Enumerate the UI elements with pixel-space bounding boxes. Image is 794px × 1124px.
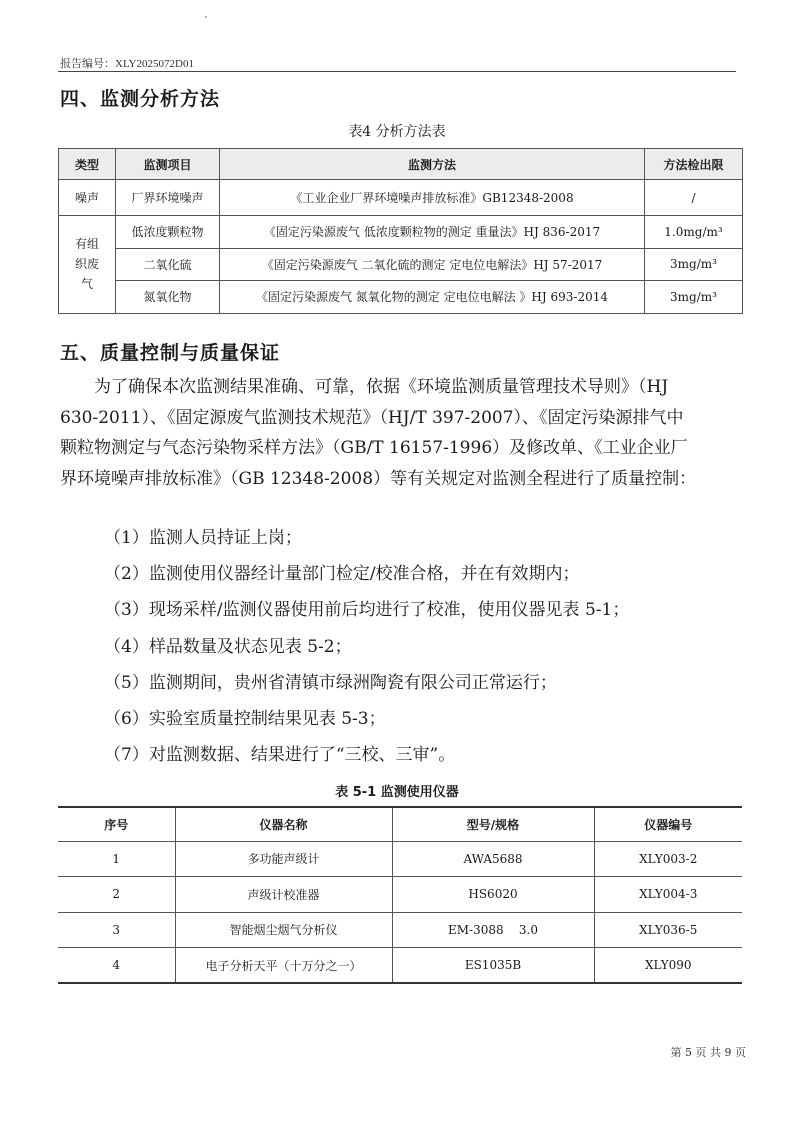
table-row (59, 180, 743, 216)
column-header: 监测项目 (116, 149, 220, 180)
model-cell: AWA5688 (392, 841, 594, 877)
table-4-caption: 表4 分析方法表 (348, 124, 446, 140)
id-cell: XLY036-5 (594, 912, 742, 948)
table-row (59, 216, 743, 249)
page-number: 第 5 页 共 9 页 (670, 1046, 746, 1059)
limit-cell: 3mg/m³ (645, 281, 743, 314)
table-row (59, 281, 743, 314)
table-header-row (58, 807, 742, 841)
no-cell: 4 (58, 948, 175, 984)
name-cell: 多功能声级计 (175, 841, 392, 877)
header-rule (58, 71, 736, 72)
table-row (59, 248, 743, 281)
qc-item: （7）对监测数据、结果进行了“三校、三审”。 (104, 745, 456, 765)
table-header-row (59, 149, 743, 180)
item-cell: 氮氧化物 (116, 281, 220, 314)
column-header: 方法检出限 (645, 149, 743, 180)
qc-item: （1）监测人员持证上岗； (104, 528, 302, 548)
table-row (58, 948, 742, 984)
paragraph-line: 颗粒物测定与气态污染物采样方法》（GB/T 16157-1996）及修改单、《工业企业厂 (60, 438, 688, 458)
method-cell: 《固定污染源废气 低浓度颗粒物的测定 重量法》HJ 836-2017 (220, 216, 645, 249)
name-cell: 智能烟尘烟气分析仪 (175, 912, 392, 948)
scan-speck (205, 16, 207, 18)
no-cell: 2 (58, 877, 175, 913)
column-header: 序号 (58, 807, 175, 841)
model-cell: EM-3088 3.0 (392, 912, 594, 948)
item-cell: 低浓度颗粒物 (116, 216, 220, 249)
qc-item: （2）监测使用仪器经计量部门检定/校准合格，并在有效期内； (104, 564, 580, 584)
report-number: 报告编号：XLY2025072D01 (60, 58, 194, 70)
section-4-title: 四、监测分析方法 (60, 88, 221, 110)
name-cell: 电子分析天平（十万分之一） (175, 948, 392, 984)
limit-cell: 1.0mg/m³ (645, 216, 743, 249)
instrument-table (58, 806, 742, 984)
section-5-title: 五、质量控制与质量保证 (60, 342, 281, 364)
table-5-1-caption: 表 5-1 监测使用仪器 (335, 785, 459, 800)
id-cell: XLY004-3 (594, 877, 742, 913)
id-cell: XLY003-2 (594, 841, 742, 877)
no-cell: 1 (58, 841, 175, 877)
table-row (58, 877, 742, 913)
type-cell: 噪声 (59, 180, 116, 216)
table-row (58, 841, 742, 877)
column-header: 类型 (59, 149, 116, 180)
intro-paragraph (60, 372, 740, 494)
paragraph-line: 界环境噪声排放标准》（GB 12348-2008）等有关规定对监测全程进行了质量控制： (60, 468, 697, 489)
qc-item: （5）监测期间，贵州省清镇市绿洲陶瓷有限公司正常运行； (104, 673, 557, 693)
limit-cell: / (645, 180, 743, 216)
name-cell: 声级计校准器 (175, 877, 392, 913)
type-cell: 有组织废气 (59, 216, 116, 314)
column-header: 监测方法 (220, 149, 645, 180)
no-cell: 3 (58, 912, 175, 948)
table-row (58, 912, 742, 948)
qc-item: （4）样品数量及状态见表 5-2； (104, 637, 352, 657)
column-header: 仪器编号 (594, 807, 742, 841)
method-cell: 《固定污染源废气 二氧化硫的测定 定电位电解法》HJ 57-2017 (220, 248, 645, 281)
analysis-method-table (58, 148, 743, 314)
paragraph-line: 为了确保本次监测结果准确、可靠，依据《环境监测质量管理技术导则》（HJ (94, 377, 669, 397)
method-cell: 《工业企业厂界环境噪声排放标准》GB12348-2008 (220, 180, 645, 216)
column-header: 型号/规格 (392, 807, 594, 841)
paragraph-line: 630-2011）、《固定源废气监测技术规范》（HJ/T 397-2007）、《固定污染源排气中 (60, 407, 684, 428)
qc-item: （6）实验室质量控制结果见表 5-3； (104, 709, 386, 729)
model-cell: ES1035B (392, 948, 594, 984)
model-cell: HS6020 (392, 877, 594, 913)
column-header: 仪器名称 (175, 807, 392, 841)
limit-cell: 3mg/m³ (645, 248, 743, 281)
item-cell: 二氧化硫 (116, 248, 220, 281)
qc-item: （3）现场采样/监测仪器使用前后均进行了校准，使用仪器见表 5-1； (104, 600, 630, 620)
id-cell: XLY090 (594, 948, 742, 984)
item-cell: 厂界环境噪声 (116, 180, 220, 216)
method-cell: 《固定污染源废气 氮氧化物的测定 定电位电解法 》HJ 693-2014 (220, 281, 645, 314)
